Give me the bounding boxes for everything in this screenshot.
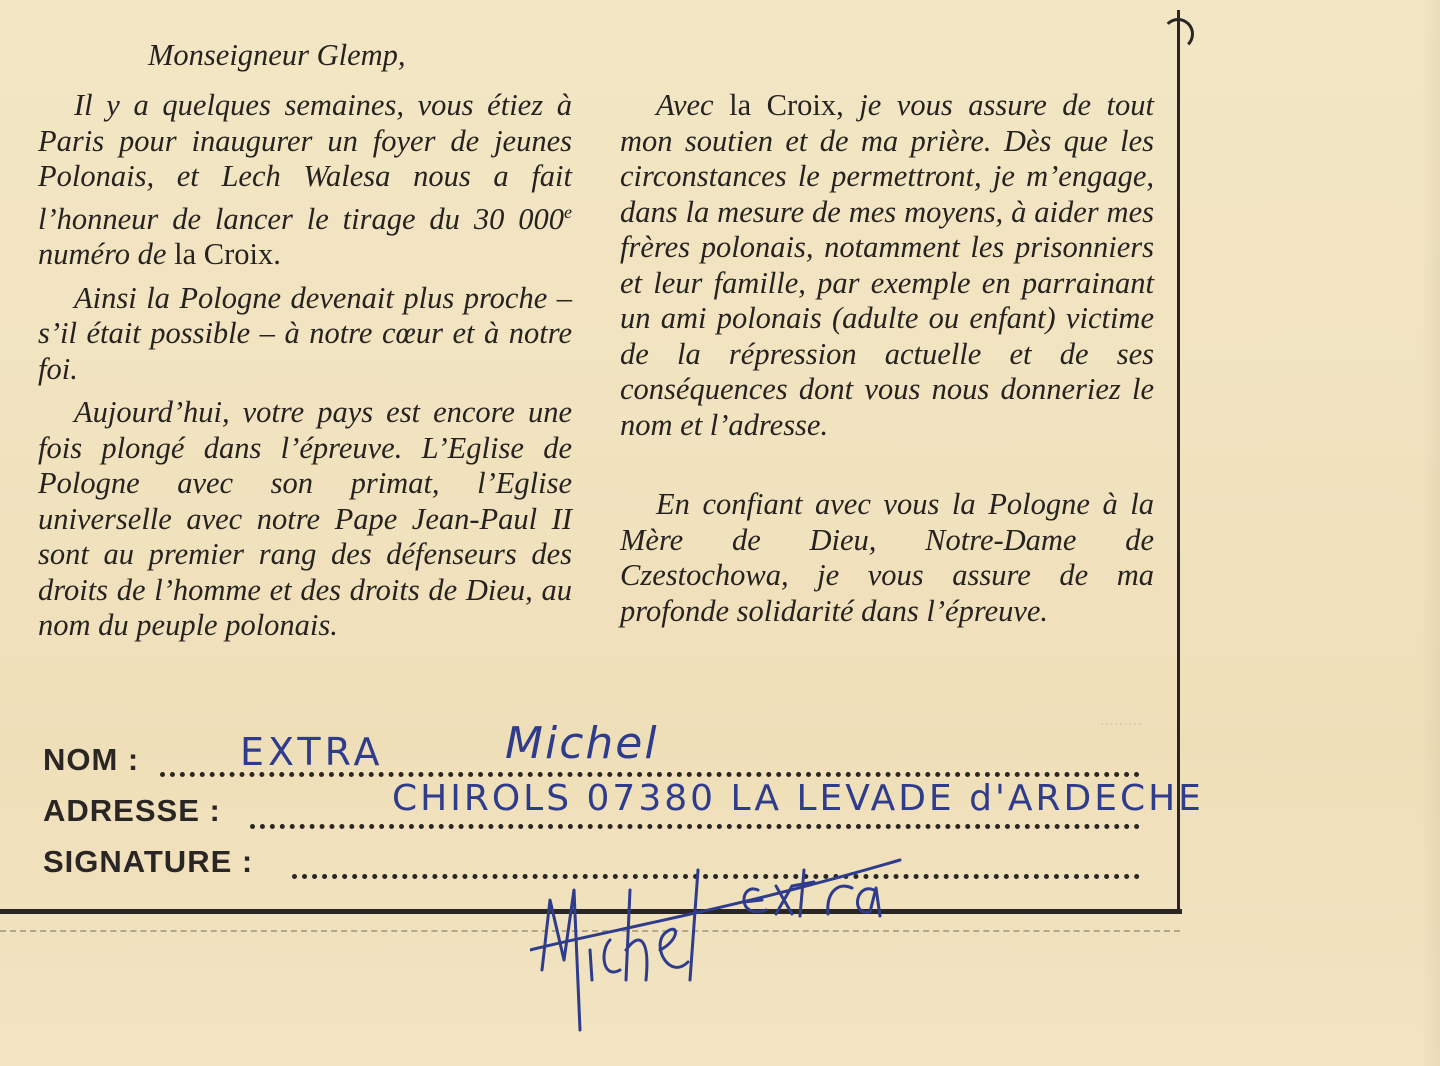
- letter-salutation: Monseigneur Glemp,: [148, 38, 406, 72]
- letter-paragraph: Aujourd’hui, votre pays est encore une fois plongé dans l’épreuve. L’Eglise de Pologne avec son primat, l’Eglise universelle avec notre Pape Jean-Paul II sont au premier rang des défenseurs des droits de l’homme et des droits de Dieu, au nom du peuple polonais.: [38, 395, 572, 643]
- letter-column-right: [620, 88, 1154, 637]
- letter-column-left: [38, 88, 572, 652]
- nom-label: NOM :: [43, 742, 140, 777]
- adresse-label: ADRESSE :: [43, 793, 221, 828]
- coupon-border-right: [1177, 10, 1192, 912]
- adresse-dotted-line: [250, 824, 1140, 829]
- nom-handwritten-surname: EXTRA: [240, 730, 384, 774]
- nom-handwritten-firstname: Michel: [505, 718, 659, 769]
- signature-label: SIGNATURE :: [43, 844, 254, 879]
- handwritten-signature: [530, 830, 910, 1040]
- letter-paragraph: Il y a quelques semaines, vous étiez à Paris pour inaugurer un foyer de jeunes Polonais, et Lech Walesa nous a fait l’honneur de lancer le tirage du 30 000e numéro de la Croix.: [38, 88, 572, 272]
- adresse-handwritten: CHIROLS 07380 LA LEVADE d'ARDECHE: [392, 778, 1204, 819]
- letter-paragraph: Ainsi la Pologne devenait plus proche – s’il était possible – à notre cœur et à notre foi.: [38, 280, 572, 386]
- paper-edge: [1422, 0, 1440, 1066]
- bleed-through-text: ·········: [1100, 715, 1142, 731]
- letter-paragraph: En confiant avec vous la Pologne à la Mère de Dieu, Notre-Dame de Czestochowa, je vous assure de ma profonde solidarité dans l’épreuve.: [620, 487, 1154, 628]
- coupon-border-corner: [1162, 18, 1194, 50]
- letter-paragraph: Avec la Croix, je vous assure de tout mon soutien et de ma prière. Dès que les circonstances le permettront, je m’engage, dans la mesure de mes moyens, à aider mes frères polonais, notamment les prisonniers et leur famille, par exemple en parrainant un ami polonais (adulte ou enfant) victime de la répression actuelle et de ses conséquences dont vous nous donneriez le nom et l’adresse.: [620, 88, 1155, 442]
